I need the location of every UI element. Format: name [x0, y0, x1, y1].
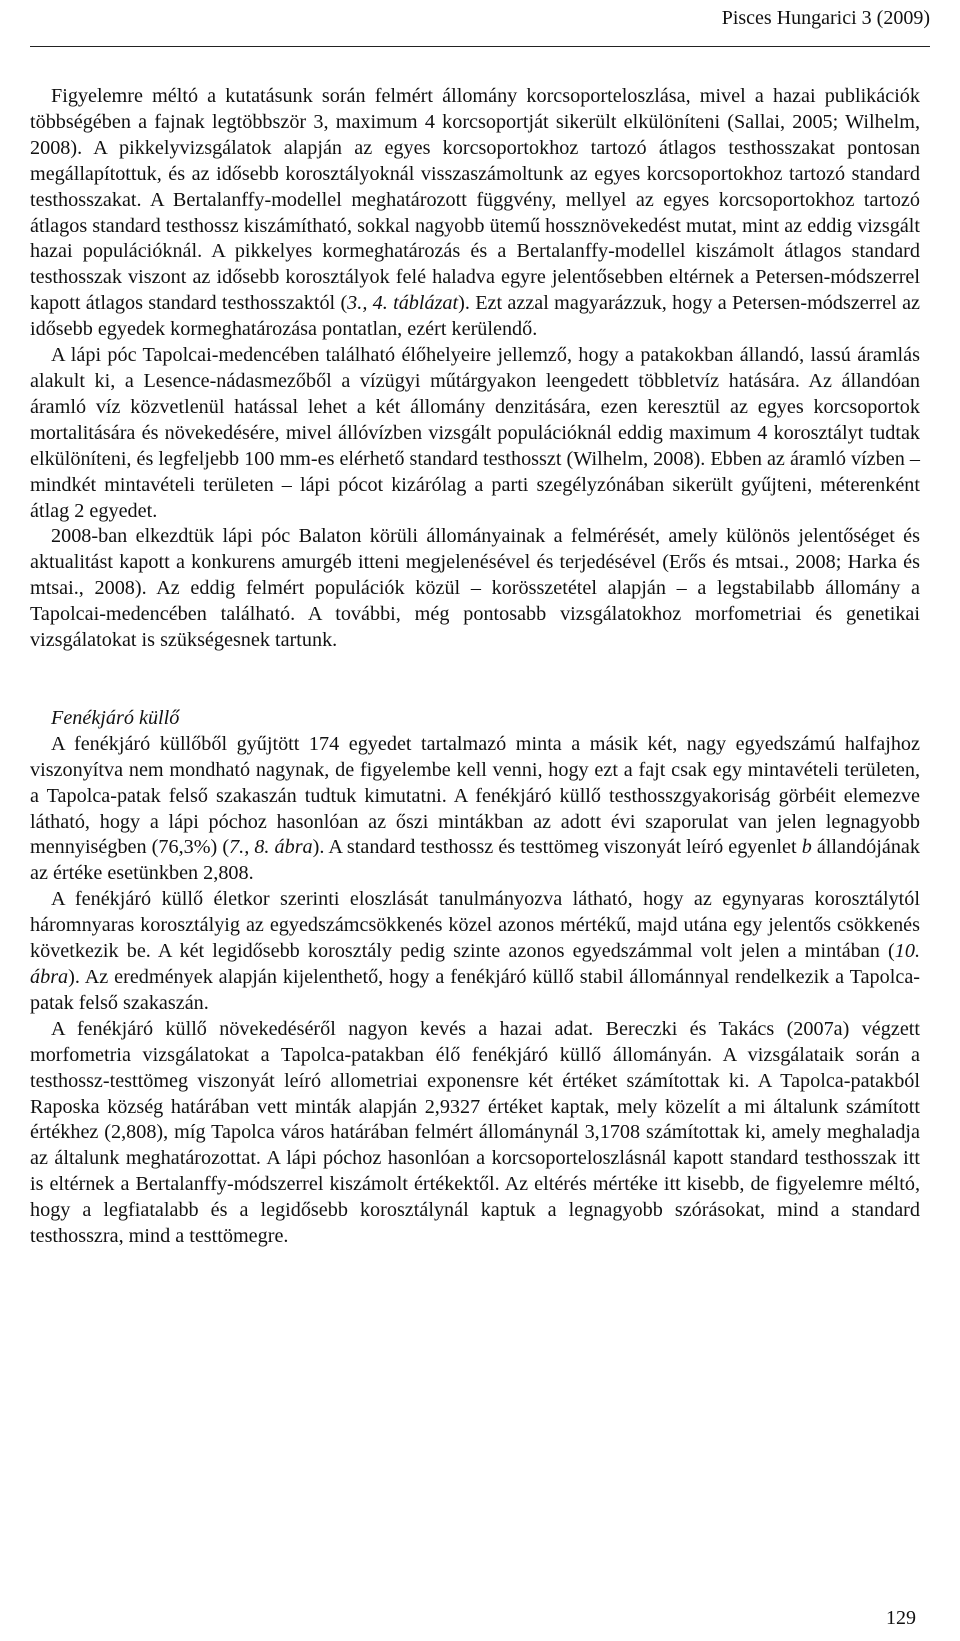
paragraph-text: Figyelemre méltó a kutatásunk során felmért állomány korcsoporteloszlása, mivel a hazai publikációk többségében a fajnak legtöbbször 3, maximum 4 korcsoportját sikerült elkülöníteni (Sallai, 2005; Wilhelm, 2008). A pikkelyvizsgálatok alapján az egyes korcsoportokhoz tartozó átlagos testhosszakat pontosan megállapítottuk, és az idősebb korosztályoknál visszaszámoltunk az egyes korcsoportokhoz tartozó standard testhosszakat. A Bertalanffy-modellel meghatározott függvény, mellyel az egyes korcsoportokhoz tartozó átlagos standard testhossz kiszámítható, sokkal nagyobb ütemű hossznövekedést mutat, mint az eddig vizsgált hazai populációknál. A pikkelyes kormeghatározás és a Bertalanffy-modellel kiszámolt átlagos standard testhosszak viszont az idősebb korosztályok felé haladva egyre jelentősebben eltérnek a Petersen-módszerrel kapott átlagos standard testhosszaktól (	[30, 85, 920, 315]
paragraph-text: ). Az eredmények alapján kijelenthető, hogy a fenékjáró küllő stabil állománnyal rendelkezik a Tapolca-patak felső szakaszán.	[30, 966, 920, 1014]
paragraph-text: ). A standard testhossz és testtömeg viszonyát leíró egyenlet	[312, 836, 802, 859]
table-reference: 3., 4. táblázat	[347, 292, 459, 315]
page-number: 129	[886, 1607, 916, 1629]
paragraph-gudgeon-sample	[30, 732, 920, 887]
journal-title: Pisces Hungarici 3 (2009)	[721, 7, 930, 29]
section-heading: Fenékjáró küllő	[51, 706, 180, 729]
paragraph-gudgeon-age	[30, 887, 920, 1017]
paragraph-gudgeon-growth: A fenékjáró küllő növekedéséről nagyon kevés a hazai adat. Bereczki és Takács (2007a) végzett morfometria vizsgálatokat a Tapolca-patakban élő fenékjáró küllő állományán. A vizsgálataik során a testhossz-testtömeg viszonyát leíró allometriai exponensre két értéket számítottak ki. A Tapolca-patakból Raposka község határában vett minták alapján 2,9327 értéket kaptak, mely közelít a mi általunk számított értékhez (2,808), míg Tapolca város határában felmért állománynál 3,1708 számítottak ki, amely meghaladja az általunk meghatározottat. A lápi póchoz hasonlóan a korcsoporteloszlásnál kapott standard testhosszak itt is eltérnek a Bertalanffy-módszerrel kiszámolt értékektől. Az eltérés mértéke itt kisebb, de figyelemre méltó, hogy a legfiatalabb és a legidősebb korosztálynál kaptuk a legnagyobb szórásokat, mind a standard testhosszra, mind a testtömegre.	[30, 1017, 920, 1248]
paragraph-age-structure	[30, 84, 920, 343]
paragraph-text: A fenékjáró küllőből gyűjtött 174 egyedet tartalmazó minta a másik két, nagy egyedszámú halfajhoz viszonyítva nem mondható nagynak, de figyelembe kell venni, hogy ezt a fajt csak egy mintavételi területen, a Tapolca-patak felső szakaszán tudtuk kimutatni. A fenékjáró küllő testhosszgyakoriság görbéit elemezve látható, hogy a lápi póchoz hasonlóan az őszi mintákban az adott évi szaporulat van jelen legnagyobb mennyiségben (76,3%) (	[30, 732, 920, 859]
paragraph-habitat: A lápi póc Tapolcai-medencében található élőhelyeire jellemző, hogy a patakokban állandó, lassú áramlás alakult ki, a Lesence-nádasmezőből a vízügyi műtárgyakon leengedett többletvíz hatására. Az állandóan áramló víz közvetlenül hatással lehet a két állomány denzitására, ezen keresztül az egyes korcsoportok mortalitására és növekedésére, mivel állóvízben vizsgált populációknál eddig maximum 4 korosztályt tudtak elkülöníteni, és legfeljebb 100 mm-es elérhető standard testhosszt (Wilhelm, 2008). Ebben az áramló vízben – mindkét mintavételi területen – lápi pócot kizárólag a parti szegélyzónában sikerült gyűjteni, méterenként átlag 2 egyedet.	[30, 344, 920, 522]
paragraph-text: ). Ezt azzal magyarázzuk, hogy a Petersen-módszerrel az idősebb egyedek kormeghatározása pontatlan, ezért kerülendő.	[30, 292, 920, 341]
figure-reference: 7., 8. ábra	[229, 836, 313, 859]
variable-symbol: b	[801, 836, 812, 859]
paragraph-text: állandójának az értéke esetünkben 2,808.	[30, 836, 920, 885]
figure-reference: 10. ábra	[30, 940, 920, 988]
paragraph-text: A fenékjáró küllő életkor szerinti eloszlását tanulmányozva látható, hogy az egynyaras korosztálytól háromnyaras korosztályig az egyedszámcsökkenés közel azonos mértékű, majd utána egy jelentős csökkenés következik be. A két legidősebb korosztály pedig szinte azonos egyedszámmal volt jelen a mintában (	[30, 888, 920, 963]
header-rule	[30, 46, 930, 47]
article-body	[30, 84, 920, 1250]
paragraph-balaton-survey: 2008-ban elkezdtük lápi póc Balaton körüli állományainak a felmérését, amely különös jelentőséget és aktualitást kapott a konkurens amurgéb itteni megjelenésével és terjedésével (Erős és mtsai., 2008; Harka és mtsai., 2008). Az eddig felmért populációk közül – korösszetétel alapján – a legstabilabb állomány a Tapolcai-medencében található. A további, még pontosabb vizsgálatokhoz morfometriai és genetikai vizsgálatokat is szükségesnek tartunk.	[30, 525, 920, 652]
